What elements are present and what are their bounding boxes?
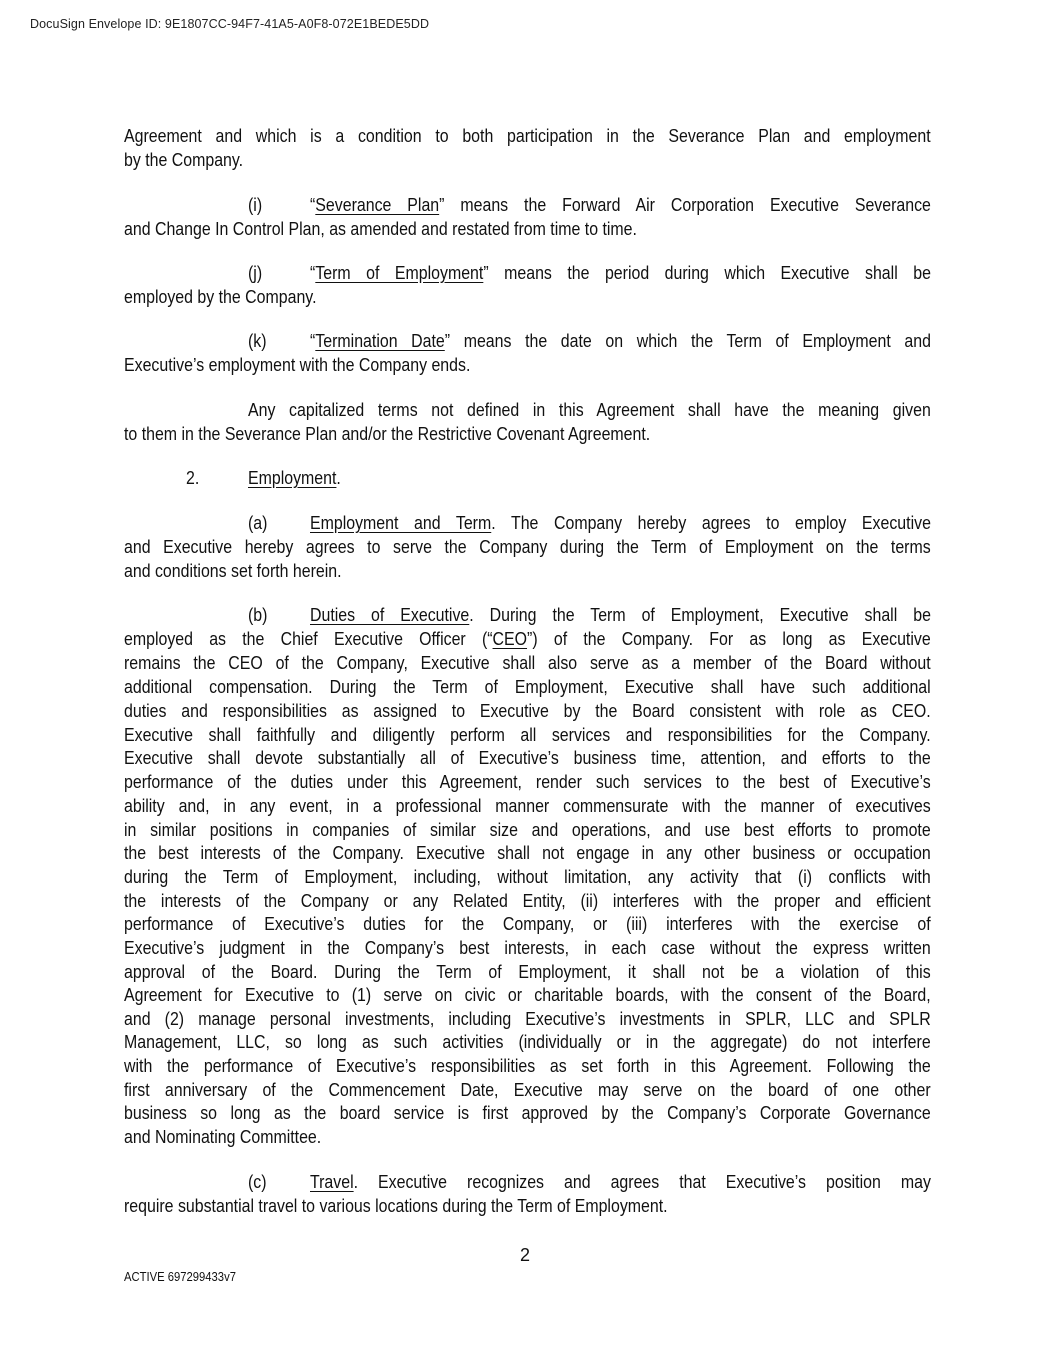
paragraph-line: employed as the Chief Executive Officer (“CEO”) of the Company. For as long as Executive bbox=[124, 628, 931, 649]
page-number: 2 bbox=[520, 1245, 531, 1265]
docusign-envelope-id: DocuSign Envelope ID: 9E1807CC-94F7-41A5-A0F8-072E1BEDE5DD bbox=[30, 17, 430, 31]
defined-term: Severance Plan bbox=[315, 194, 440, 215]
paragraph-line: with the performance of Executive’s responsibilities as set forth in this Agreement. Following the bbox=[124, 1055, 931, 1076]
paragraph-line: require substantial travel to various locations during the Term of Employment. bbox=[124, 1195, 668, 1216]
section-title: Employment. bbox=[248, 467, 341, 488]
section-number: 2. bbox=[186, 467, 200, 488]
paragraph-line: in similar positions in companies of similar size and operations, and use best efforts to promote bbox=[124, 819, 931, 840]
subsection-heading: Duties of Executive bbox=[310, 604, 470, 625]
paragraph-line: and Executive hereby agrees to serve the Company during the Term of Employment on the terms bbox=[124, 536, 931, 557]
document-id: ACTIVE 697299433v7 bbox=[124, 1270, 236, 1284]
paragraph-line: and Change In Control Plan, as amended and restated from time to time. bbox=[124, 218, 637, 239]
definition-k-line: “Termination Date” means the date on which the Term of Employment and bbox=[310, 330, 931, 351]
paragraph-line: to them in the Severance Plan and/or the Restrictive Covenant Agreement. bbox=[124, 423, 651, 444]
subsection-label: (b) bbox=[248, 604, 268, 625]
paragraph-line: Any capitalized terms not defined in this Agreement shall have the meaning given bbox=[248, 399, 931, 420]
paragraph-line: performance of Executive’s duties for the Company, or (iii) interferes with the exercise of bbox=[124, 913, 931, 934]
paragraph-line: during the Term of Employment, including, without limitation, any activity that (i) conflicts with bbox=[124, 866, 931, 887]
paragraph-line: remains the CEO of the Company, Executive shall also serve as a member of the Board without bbox=[124, 652, 931, 673]
subsection-b-line: Duties of Executive. During the Term of Employment, Executive shall be bbox=[310, 604, 931, 625]
subsection-label: (c) bbox=[248, 1171, 267, 1192]
paragraph-line: Executive’s employment with the Company ends. bbox=[124, 354, 471, 375]
paragraph-line: additional compensation. During the Term of Employment, Executive shall have such additional bbox=[124, 676, 931, 697]
paragraph-line: Agreement for Executive to (1) serve on civic or charitable boards, with the consent of the Board, bbox=[124, 984, 931, 1005]
subsection-heading: Employment and Term bbox=[310, 512, 492, 533]
paragraph-line: Executive shall faithfully and diligently perform all services and responsibilities for the Company. bbox=[124, 724, 931, 745]
subsection-label: (a) bbox=[248, 512, 268, 533]
paragraph-line: ability and, in any event, in a professional manner commensurate with the manner of executives bbox=[124, 795, 931, 816]
paragraph-line: and conditions set forth herein. bbox=[124, 560, 342, 581]
paragraph-line: Executive shall devote substantially all of Executive’s business time, attention, and efforts to the bbox=[124, 747, 931, 768]
paragraph-line: Executive’s judgment in the Company’s best interests, in each case without the express written bbox=[124, 937, 931, 958]
definition-label: (k) bbox=[248, 330, 267, 351]
paragraph-line: duties and responsibilities as assigned to Executive by the Board consistent with role as CEO. bbox=[124, 700, 931, 721]
subsection-heading: Travel bbox=[310, 1171, 354, 1192]
definition-i-line: “Severance Plan” means the Forward Air Corporation Executive Severance bbox=[310, 194, 931, 215]
paragraph-line: employed by the Company. bbox=[124, 286, 317, 307]
definition-j-line: “Term of Employment” means the period during which Executive shall be bbox=[310, 262, 931, 283]
defined-term: Term of Employment bbox=[315, 262, 484, 283]
paragraph-line: by the Company. bbox=[124, 149, 244, 170]
paragraph-line: the best interests of the Company. Executive shall not engage in any other business or occupation bbox=[124, 842, 931, 863]
paragraph-line: first anniversary of the Commencement Date, Executive may serve on the board of one other bbox=[124, 1079, 931, 1100]
definition-label: (i) bbox=[248, 194, 263, 215]
defined-term: Termination Date bbox=[315, 330, 445, 351]
paragraph-line: Agreement and which is a condition to both participation in the Severance Plan and employment bbox=[124, 125, 931, 146]
paragraph-line: the interests of the Company or any Related Entity, (ii) interferes with the proper and efficient bbox=[124, 890, 931, 911]
paragraph-line: business so long as the board service is first approved by the Company’s Corporate Governance bbox=[124, 1102, 931, 1123]
paragraph-line: performance of the duties under this Agreement, render such services to the best of Executive’s bbox=[124, 771, 931, 792]
definition-label: (j) bbox=[248, 262, 263, 283]
paragraph-line: and (2) manage personal investments, including Executive’s investments in SPLR, LLC and SPLR bbox=[124, 1008, 931, 1029]
subsection-a-line: Employment and Term. The Company hereby agrees to employ Executive bbox=[310, 512, 931, 533]
defined-term: CEO bbox=[492, 628, 528, 649]
subsection-c-line: Travel. Executive recognizes and agrees that Executive’s position may bbox=[310, 1171, 931, 1192]
paragraph-line: approval of the Board. During the Term of Employment, it shall not be a violation of this bbox=[124, 961, 931, 982]
paragraph-line: Management, LLC, so long as such activities (individually or in the aggregate) do not interfere bbox=[124, 1031, 931, 1052]
paragraph-line: and Nominating Committee. bbox=[124, 1126, 322, 1147]
